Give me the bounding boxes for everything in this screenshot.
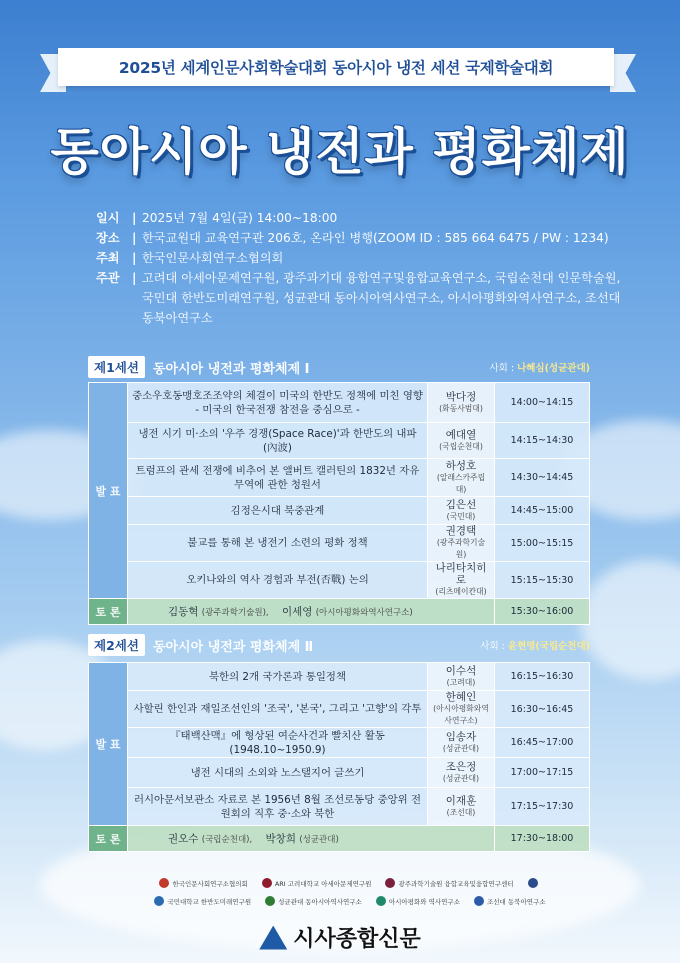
organizer-logo (528, 878, 541, 888)
table-row (89, 525, 590, 562)
banner-text: 2025년 세계인문사회학술대회 동아시아 냉전 세션 국제학술대회 (118, 59, 554, 77)
discuss-label: 토 론 (89, 599, 128, 625)
presenter: 권경택 (광주과학기술원) (428, 525, 495, 562)
logo-icon (265, 896, 275, 906)
talk-time: 16:15~16:30 (495, 663, 590, 691)
organizer-logo: 광주과학기술원 융합교육및융합연구센터 (385, 878, 513, 888)
session1-table (88, 382, 590, 625)
event-banner (40, 44, 636, 94)
talk-topic: 북한의 2개 국가론과 통일정책 (128, 663, 428, 691)
info-organizers: 주관 | 고려대 아세아문제연구원, 광주과기대 융합연구및융합교육연구소, 국립순천대 인문학술원, 국민대 한반도미래연구원, 성균관대 동아시아역사연구소, 아시아평화와역사연구소, 조선대 동북아연구소 (96, 271, 621, 325)
table-row (89, 728, 590, 758)
presenter: 이수석 (고려대) (428, 663, 495, 691)
session1-tag: 제1세션 (88, 356, 145, 378)
newspaper-logo-icon (259, 926, 287, 950)
organizer-logo: 국민대학교 한반도미래연구원 (154, 896, 251, 906)
session2-table (88, 662, 590, 852)
talk-time: 16:45~17:00 (495, 728, 590, 758)
session2-moderator: 사회 : 윤현명(국립순천대) (480, 641, 590, 652)
logo-icon (154, 896, 164, 906)
footer-text: 시사종합신문 (293, 927, 421, 952)
talk-topic: 불교를 통해 본 냉전기 소련의 평화 정책 (128, 525, 428, 562)
presenter: 예대열 (국립순천대) (428, 423, 495, 459)
logo-icon (262, 878, 272, 888)
discussion-row (89, 826, 590, 852)
organizer-logo: 조선대 동북아연구소 (474, 896, 546, 906)
talk-time: 15:00~15:15 (495, 525, 590, 562)
table-row (89, 497, 590, 525)
organizer-logo: 성균관대 동아시아역사연구소 (265, 896, 362, 906)
session1-header (88, 356, 590, 378)
talk-time: 14:00~14:15 (495, 383, 590, 423)
discuss-time: 17:30~18:00 (495, 826, 590, 852)
talk-topic: 냉전 시기 미·소의 '우주 경쟁(Space Race)'과 한반도의 내파(內波) (128, 423, 428, 459)
logo-icon (528, 878, 538, 888)
talk-time: 17:15~17:30 (495, 788, 590, 826)
talk-topic: 러시아문서보관소 자료로 본 1956년 8월 조선로동당 중앙위 전원회의 직후 중·소와 북한 (128, 788, 428, 826)
session2-tag: 제2세션 (88, 634, 145, 656)
talk-topic: 오키나와의 역사 경험과 부전(否戰) 논의 (128, 562, 428, 599)
presenter: 김은선 (국민대) (428, 497, 495, 525)
talk-time: 17:00~17:15 (495, 758, 590, 788)
present-label: 발 표 (89, 383, 128, 599)
session2-title: 동아시아 냉전과 평화체제 Ⅱ (152, 639, 314, 655)
info-host: 주최 | 한국인문사회연구소협의회 (96, 251, 284, 265)
presenter: 하성호 (알래스카주립대) (428, 459, 495, 497)
session1-title: 동아시아 냉전과 평화체제 Ⅰ (152, 361, 310, 377)
presenter: 조은정 (성균관대) (428, 758, 495, 788)
info-date: 일시 | 2025년 7월 4일(금) 14:00~18:00 (96, 211, 338, 225)
discuss-time: 15:30~16:00 (495, 599, 590, 625)
logo-icon (385, 878, 395, 888)
talk-time: 14:45~15:00 (495, 497, 590, 525)
talk-topic: 김정은시대 북중관계 (128, 497, 428, 525)
organizer-logo: ARI 고려대학교 아세아문제연구원 (262, 878, 372, 888)
organizer-logos (140, 878, 560, 914)
presenter: 한혜인 (아시아평화와역사연구소) (428, 691, 495, 728)
discussants: 권오수 (국립순천대), 박창희 (성균관대) (128, 826, 495, 852)
talk-time: 14:30~14:45 (495, 459, 590, 497)
table-row (89, 459, 590, 497)
talk-topic: 트럼프의 관세 전쟁에 비추어 본 앨버트 캘러틴의 1832년 자유무역에 관한 청원서 (128, 459, 428, 497)
table-row (89, 758, 590, 788)
talk-topic: 냉전 시대의 소외와 노스탤지어 글쓰기 (128, 758, 428, 788)
info-venue: 장소 | 한국교원대 교육연구관 206호, 온라인 병행(ZOOM ID : 585 664 6475 / PW : 1234) (96, 231, 609, 245)
logo-icon (376, 896, 386, 906)
talk-topic: 『태백산맥』에 형상된 여순사건과 빨치산 활동(1948.10~1950.9) (128, 728, 428, 758)
presenter: 이재훈 (조선대) (428, 788, 495, 826)
organizer-logo: 한국인문사회연구소협의회 (159, 878, 247, 888)
session2-header (88, 634, 590, 656)
footer (0, 922, 680, 953)
table-row (89, 562, 590, 599)
table-row (89, 691, 590, 728)
presenter: 나리타치히로 (리츠메이칸대) (428, 562, 495, 599)
present-label: 발 표 (89, 663, 128, 826)
discussion-row (89, 599, 590, 625)
session1-moderator: 사회 : 나혜심(성균관대) (489, 363, 590, 374)
table-row (89, 423, 590, 459)
discussants: 김동혁 (광주과학기술원), 이세영 (아시아평화와역사연구소) (128, 599, 495, 625)
presenter: 박다정 (화동사범대) (428, 383, 495, 423)
talk-time: 16:30~16:45 (495, 691, 590, 728)
talk-time: 15:15~15:30 (495, 562, 590, 599)
presenter: 임송자 (성균관대) (428, 728, 495, 758)
table-row (89, 663, 590, 691)
page-title: 동아시아 냉전과 평화체제 (50, 123, 630, 181)
discuss-label: 토 론 (89, 826, 128, 852)
talk-topic: 중소우호동맹호조조약의 체결이 미국의 한반도 정책에 미친 영향 - 미국의 한국전쟁 참전을 중심으로 - (128, 383, 428, 423)
talk-topic: 사할린 한인과 재일조선인의 '조국', '본국', 그리고 '고향'의 각투 (128, 691, 428, 728)
organizer-logo: 아시아평화와 역사연구소 (376, 896, 460, 906)
talk-time: 14:15~14:30 (495, 423, 590, 459)
table-row (89, 788, 590, 826)
table-row (89, 383, 590, 423)
event-info (96, 208, 636, 328)
logo-icon (474, 896, 484, 906)
logo-icon (159, 878, 169, 888)
